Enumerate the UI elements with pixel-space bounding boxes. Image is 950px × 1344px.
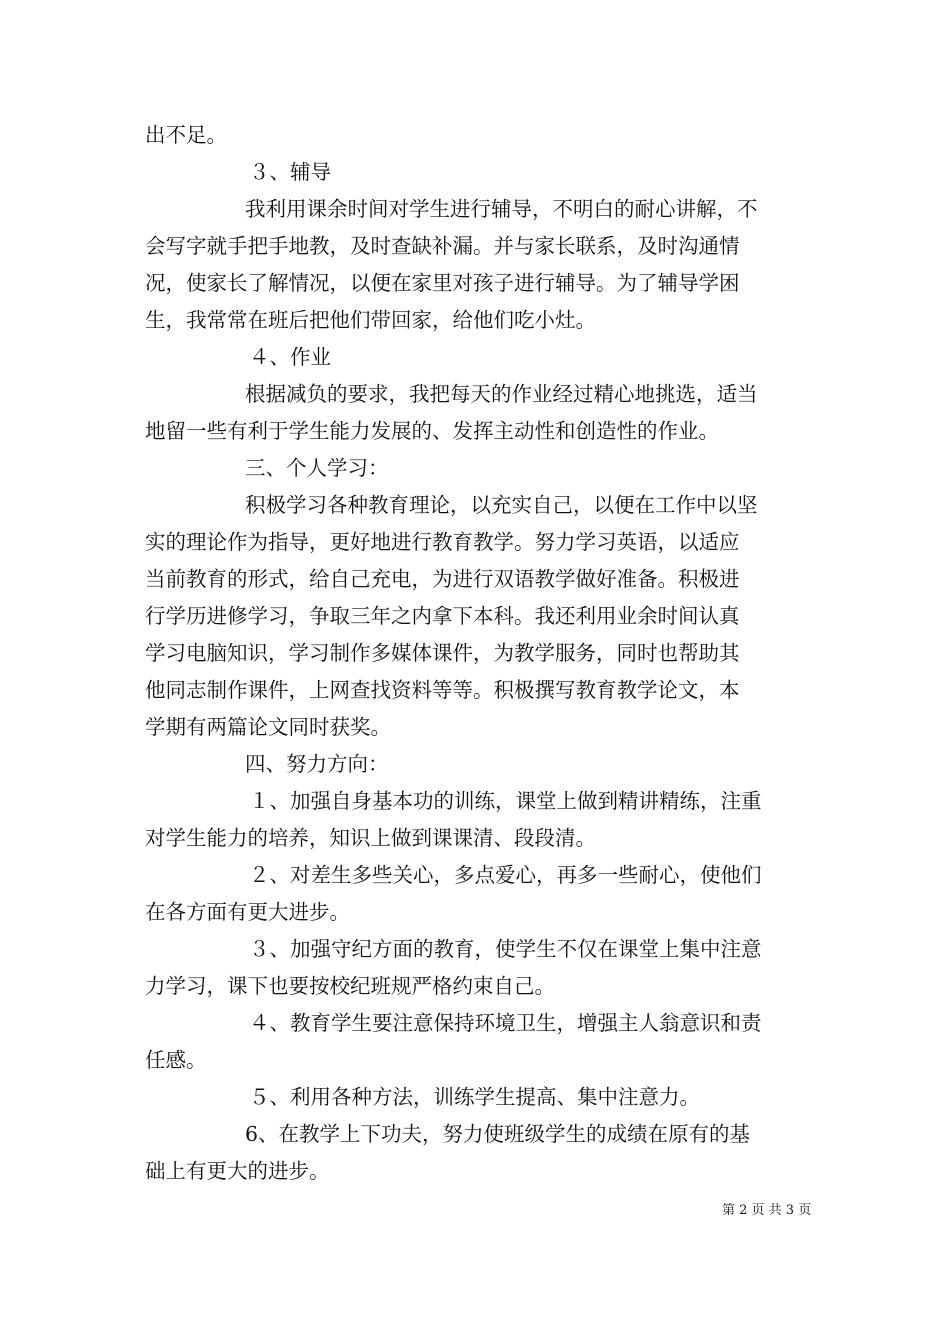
page-number-footer: 第 2 页 共 3 页 [722, 1203, 812, 1218]
text-line: 对学生能力的培养，知识上做到课课清、段段清。 [145, 826, 596, 850]
list-item: ２、对差生多些关心，多点爱心，再多一些耐心，使他们 [249, 863, 762, 887]
body-text [145, 117, 810, 1190]
text-line: 积极学习各种教育理论，以充实自己，以便在工作中以坚 [245, 493, 758, 517]
list-item: ５、利用各种方法，训练学生提高、集中注意力。 [249, 1085, 700, 1109]
text-line: 根据减负的要求，我把每天的作业经过精心地挑选，适当 [245, 382, 758, 406]
text-line: 任感。 [145, 1048, 207, 1072]
section-heading-tutoring: ３、辅导 [249, 160, 331, 184]
text-line: 生，我常常在班后把他们带回家，给他们吃小灶。 [145, 308, 596, 332]
text-line: 在各方面有更大进步。 [145, 900, 350, 924]
section-heading-homework: ４、作业 [249, 345, 331, 369]
list-item: ３、加强守纪方面的教育，使学生不仅在课堂上集中注意 [249, 937, 762, 961]
text-line: 力学习，课下也要按校纪班规严格约束自己。 [145, 974, 555, 998]
text-line: 地留一些有利于学生能力发展的、发挥主动性和创造性的作业。 [145, 419, 719, 443]
text-line: 学期有两篇论文同时获奖。 [145, 715, 391, 739]
text-line: 出不足。 [145, 123, 227, 147]
text-line: 实的理论作为指导，更好地进行教育教学。努力学习英语，以适应 [145, 530, 740, 554]
text-line: 况，使家长了解情况，以便在家里对孩子进行辅导。为了辅导学困 [145, 271, 740, 295]
list-item: ４、教育学生要注意保持环境卫生，增强主人翁意识和责 [249, 1011, 762, 1035]
list-item: 6、在教学上下功夫，努力使班级学生的成绩在原有的基 [245, 1122, 751, 1146]
text-line: 础上有更大的进步。 [145, 1159, 330, 1183]
text-line: 当前教育的形式，给自己充电，为进行双语教学做好准备。积极进 [145, 567, 740, 591]
text-line: 我利用课余时间对学生进行辅导，不明白的耐心讲解，不 [245, 197, 758, 221]
text-line: 他同志制作课件，上网查找资料等等。积极撰写教育教学论文，本 [145, 678, 740, 702]
list-item: １、加强自身基本功的训练，课堂上做到精讲精练，注重 [249, 789, 762, 813]
section-heading-personal-study: 三、个人学习： [245, 456, 389, 480]
text-line: 会写字就手把手地教，及时查缺补漏。并与家长联系，及时沟通情 [145, 234, 740, 258]
text-line: 学习电脑知识，学习制作多媒体课件，为教学服务，同时也帮助其 [145, 641, 740, 665]
text-line: 行学历进修学习，争取三年之内拿下本科。我还利用业余时间认真 [145, 604, 740, 628]
section-heading-direction: 四、努力方向： [245, 752, 389, 776]
